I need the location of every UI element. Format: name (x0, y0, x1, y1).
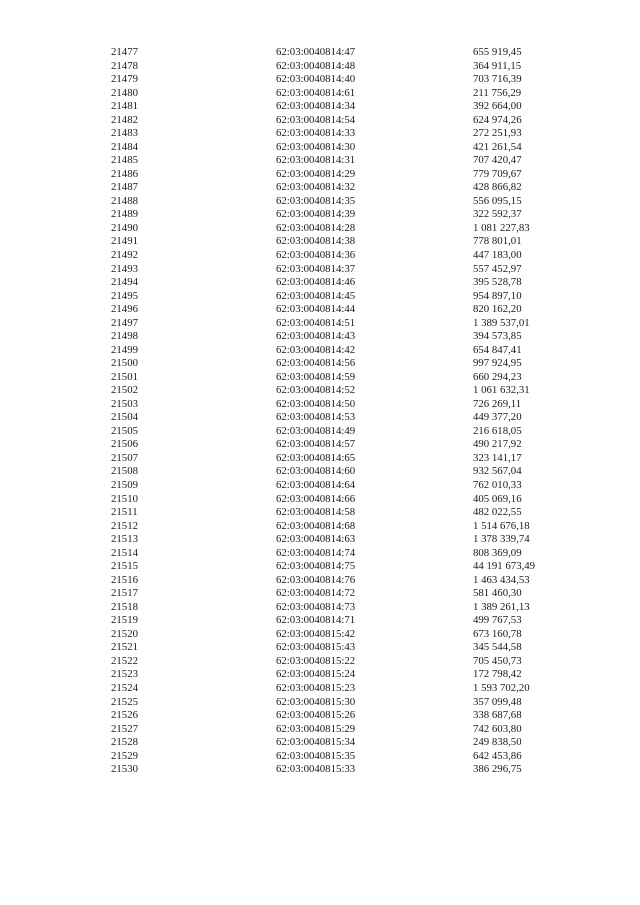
row-number: 21515 (111, 560, 138, 573)
cadastral-number: 62:03:0040814:51 (276, 316, 356, 329)
cadastral-number: 62:03:0040814:30 (276, 140, 356, 153)
cadastral-value: 726 269,11 (473, 397, 522, 410)
cadastral-number: 62:03:0040814:64 (276, 479, 356, 491)
row-number: 21491 (111, 235, 138, 248)
cadastral-number: 62:03:0040814:44 (276, 303, 356, 316)
table-row (0, 73, 640, 87)
row-number: 21483 (111, 127, 138, 140)
row-number: 21520 (111, 627, 138, 640)
cadastral-number: 62:03:0040814:73 (276, 600, 356, 613)
cadastral-number: 62:03:0040814:38 (276, 235, 356, 248)
table-row (0, 574, 640, 588)
cadastral-value: 673 160,78 (473, 627, 522, 640)
row-number: 21529 (111, 749, 138, 762)
table-row (0, 290, 640, 304)
cadastral-value: 557 452,97 (473, 262, 522, 275)
cadastral-number: 62:03:0040814:37 (276, 262, 356, 275)
table-row (0, 303, 640, 317)
cadastral-number: 62:03:0040814:46 (276, 276, 356, 289)
row-number: 21523 (111, 668, 138, 681)
row-number: 21492 (111, 248, 138, 261)
cadastral-number: 62:03:0040815:22 (276, 654, 356, 667)
table-row (0, 750, 640, 764)
table-row (0, 438, 640, 452)
table-row (0, 235, 640, 249)
row-number: 21522 (111, 654, 138, 667)
row-number: 21502 (111, 384, 138, 397)
table-row (0, 520, 640, 534)
table-row (0, 208, 640, 222)
table-row (0, 87, 640, 101)
table-row (0, 317, 640, 331)
table-row (0, 533, 640, 547)
row-number: 21524 (111, 681, 138, 694)
cadastral-number: 62:03:0040814:33 (276, 127, 356, 140)
row-number: 21507 (111, 451, 138, 464)
cadastral-number: 62:03:0040814:65 (276, 451, 356, 464)
row-number: 21505 (111, 424, 138, 437)
table-row (0, 628, 640, 642)
table-row (0, 601, 640, 615)
cadastral-value: 1 463 434,53 (473, 573, 530, 586)
row-number: 21497 (111, 316, 138, 329)
row-number: 21530 (111, 763, 138, 776)
cadastral-value: 211 756,29 (473, 86, 522, 99)
table-row (0, 736, 640, 750)
row-number: 21478 (111, 59, 138, 72)
row-number: 21499 (111, 343, 138, 356)
row-number: 21479 (111, 73, 138, 86)
table-row (0, 398, 640, 412)
cadastral-number: 62:03:0040815:24 (276, 668, 356, 681)
cadastral-value: 660 294,23 (473, 370, 522, 383)
cadastral-value: 742 603,80 (473, 722, 522, 735)
cadastral-value: 556 095,15 (473, 194, 522, 207)
row-number: 21495 (111, 289, 138, 302)
cadastral-number: 62:03:0040815:43 (276, 641, 356, 654)
table-row (0, 723, 640, 737)
cadastral-value: 395 528,78 (473, 276, 522, 289)
table-row (0, 452, 640, 466)
row-number: 21477 (111, 46, 138, 58)
cadastral-number: 62:03:0040814:32 (276, 181, 356, 194)
table-row (0, 222, 640, 236)
cadastral-value: 779 709,67 (473, 167, 522, 180)
row-number: 21501 (111, 370, 138, 383)
row-number: 21482 (111, 113, 138, 126)
cadastral-value: 778 801,01 (473, 235, 522, 248)
cadastral-number: 62:03:0040814:40 (276, 73, 356, 86)
cadastral-number: 62:03:0040814:61 (276, 86, 356, 99)
cadastral-value: 703 716,39 (473, 73, 522, 86)
row-number: 21526 (111, 709, 138, 722)
row-number: 21488 (111, 194, 138, 207)
cadastral-value: 364 911,15 (473, 59, 522, 72)
table-row (0, 587, 640, 601)
row-number: 21506 (111, 438, 138, 451)
cadastral-number: 62:03:0040814:43 (276, 330, 356, 343)
cadastral-value: 216 618,05 (473, 424, 522, 437)
cadastral-number: 62:03:0040814:56 (276, 357, 356, 370)
table-row (0, 696, 640, 710)
table-row (0, 560, 640, 574)
cadastral-value: 642 453,86 (473, 749, 522, 762)
cadastral-number: 62:03:0040815:35 (276, 749, 356, 762)
row-number: 21489 (111, 208, 138, 221)
table-row (0, 181, 640, 195)
cadastral-number: 62:03:0040814:31 (276, 154, 356, 167)
table-row (0, 249, 640, 263)
cadastral-value: 345 544,58 (473, 641, 522, 654)
cadastral-value: 1 081 227,83 (473, 221, 530, 234)
cadastral-value: 705 450,73 (473, 654, 522, 667)
cadastral-number: 62:03:0040814:53 (276, 411, 356, 424)
cadastral-value: 357 099,48 (473, 695, 522, 708)
cadastral-value: 323 141,17 (473, 451, 522, 464)
row-number: 21509 (111, 479, 138, 491)
cadastral-number: 62:03:0040814:72 (276, 587, 356, 600)
cadastral-value: 1 514 676,18 (473, 519, 530, 532)
row-number: 21528 (111, 736, 138, 749)
table-row (0, 479, 640, 493)
cadastral-number: 62:03:0040814:74 (276, 546, 356, 559)
cadastral-value: 499 767,53 (473, 614, 522, 627)
row-number: 21516 (111, 573, 138, 586)
table-row (0, 547, 640, 561)
table-row (0, 493, 640, 507)
cadastral-number: 62:03:0040814:60 (276, 465, 356, 478)
table-row (0, 344, 640, 358)
row-number: 21518 (111, 600, 138, 613)
cadastral-number: 62:03:0040815:30 (276, 695, 356, 708)
cadastral-value: 172 798,42 (473, 668, 522, 681)
row-number: 21525 (111, 695, 138, 708)
cadastral-value: 322 592,37 (473, 208, 522, 221)
cadastral-number: 62:03:0040814:45 (276, 289, 356, 302)
row-number: 21496 (111, 303, 138, 316)
cadastral-number: 62:03:0040814:36 (276, 248, 356, 261)
cadastral-value: 338 687,68 (473, 709, 522, 722)
cadastral-value: 1 061 632,31 (473, 384, 530, 397)
row-number: 21504 (111, 411, 138, 424)
cadastral-value: 482 022,55 (473, 506, 522, 519)
cadastral-number: 62:03:0040814:63 (276, 533, 356, 546)
cadastral-value: 392 664,00 (473, 100, 522, 113)
cadastral-value: 954 897,10 (473, 289, 522, 302)
table-row (0, 60, 640, 74)
cadastral-number: 62:03:0040814:47 (276, 46, 356, 58)
table-row (0, 668, 640, 682)
row-number: 21493 (111, 262, 138, 275)
table-row (0, 411, 640, 425)
row-number: 21512 (111, 519, 138, 532)
cadastral-value: 581 460,30 (473, 587, 522, 600)
table-row (0, 614, 640, 628)
cadastral-value: 428 866,82 (473, 181, 522, 194)
row-number: 21519 (111, 614, 138, 627)
cadastral-number: 62:03:0040815:26 (276, 709, 356, 722)
cadastral-value: 386 296,75 (473, 763, 522, 776)
row-number: 21485 (111, 154, 138, 167)
cadastral-number: 62:03:0040814:50 (276, 397, 356, 410)
table-row (0, 357, 640, 371)
table-row (0, 263, 640, 277)
row-number: 21513 (111, 533, 138, 546)
cadastral-number: 62:03:0040814:57 (276, 438, 356, 451)
cadastral-number: 62:03:0040815:42 (276, 627, 356, 640)
row-number: 21517 (111, 587, 138, 600)
row-number: 21487 (111, 181, 138, 194)
row-number: 21498 (111, 330, 138, 343)
row-number: 21494 (111, 276, 138, 289)
cadastral-number: 62:03:0040814:28 (276, 221, 356, 234)
table-row (0, 100, 640, 114)
cadastral-value: 490 217,92 (473, 438, 522, 451)
table-row (0, 506, 640, 520)
table-row (0, 763, 640, 777)
table-row (0, 46, 640, 60)
cadastral-value: 932 567,04 (473, 465, 522, 478)
table-row (0, 384, 640, 398)
table-row (0, 425, 640, 439)
row-number: 21508 (111, 465, 138, 478)
cadastral-value: 421 261,54 (473, 140, 522, 153)
row-number: 21490 (111, 221, 138, 234)
cadastral-number: 62:03:0040814:68 (276, 519, 356, 532)
table-row (0, 127, 640, 141)
table-row (0, 709, 640, 723)
row-number: 21510 (111, 492, 138, 505)
cadastral-value: 654 847,41 (473, 343, 522, 356)
cadastral-value: 1 378 339,74 (473, 533, 530, 546)
table-row (0, 195, 640, 209)
row-number: 21481 (111, 100, 138, 113)
cadastral-number: 62:03:0040814:58 (276, 506, 356, 519)
cadastral-number: 62:03:0040814:75 (276, 560, 356, 573)
cadastral-number: 62:03:0040815:34 (276, 736, 356, 749)
cadastral-number: 62:03:0040814:48 (276, 59, 356, 72)
cadastral-number: 62:03:0040814:76 (276, 573, 356, 586)
cadastral-value: 655 919,45 (473, 46, 522, 58)
table-row (0, 154, 640, 168)
table-row (0, 655, 640, 669)
table-row (0, 682, 640, 696)
row-number: 21484 (111, 140, 138, 153)
cadastral-value: 249 838,50 (473, 736, 522, 749)
cadastral-number: 62:03:0040814:71 (276, 614, 356, 627)
cadastral-number: 62:03:0040814:39 (276, 208, 356, 221)
cadastral-number: 62:03:0040814:52 (276, 384, 356, 397)
cadastral-value: 820 162,20 (473, 303, 522, 316)
cadastral-value: 1 593 702,20 (473, 681, 530, 694)
cadastral-number: 62:03:0040815:33 (276, 763, 356, 776)
row-number: 21514 (111, 546, 138, 559)
cadastral-number: 62:03:0040814:49 (276, 424, 356, 437)
table-row (0, 114, 640, 128)
table-row (0, 641, 640, 655)
cadastral-value: 997 924,95 (473, 357, 522, 370)
cadastral-value: 1 389 537,01 (473, 316, 530, 329)
row-number: 21486 (111, 167, 138, 180)
cadastral-value: 394 573,85 (473, 330, 522, 343)
table-row (0, 465, 640, 479)
row-number: 21521 (111, 641, 138, 654)
table-row (0, 371, 640, 385)
cadastral-value: 44 191 673,49 (473, 560, 536, 573)
cadastral-value: 447 183,00 (473, 248, 522, 261)
row-number: 21527 (111, 722, 138, 735)
cadastral-value: 272 251,93 (473, 127, 522, 140)
cadastral-number: 62:03:0040815:29 (276, 722, 356, 735)
cadastral-number: 62:03:0040814:29 (276, 167, 356, 180)
row-number: 21503 (111, 397, 138, 410)
cadastral-value: 405 069,16 (473, 492, 522, 505)
cadastral-value: 624 974,26 (473, 113, 522, 126)
row-number: 21500 (111, 357, 138, 370)
cadastral-value: 762 010,33 (473, 479, 522, 491)
cadastral-number: 62:03:0040814:54 (276, 113, 356, 126)
table-row (0, 276, 640, 290)
table-row (0, 141, 640, 155)
cadastral-number: 62:03:0040815:23 (276, 681, 356, 694)
cadastral-value: 449 377,20 (473, 411, 522, 424)
cadastral-number: 62:03:0040814:42 (276, 343, 356, 356)
table-row (0, 330, 640, 344)
cadastral-value: 707 420,47 (473, 154, 522, 167)
cadastral-value: 808 369,09 (473, 546, 522, 559)
data-table (0, 46, 640, 777)
row-number: 21480 (111, 86, 138, 99)
cadastral-value: 1 389 261,13 (473, 600, 530, 613)
row-number: 21511 (111, 506, 138, 519)
cadastral-number: 62:03:0040814:66 (276, 492, 356, 505)
table-row (0, 168, 640, 182)
cadastral-number: 62:03:0040814:59 (276, 370, 356, 383)
cadastral-number: 62:03:0040814:35 (276, 194, 356, 207)
cadastral-number: 62:03:0040814:34 (276, 100, 356, 113)
